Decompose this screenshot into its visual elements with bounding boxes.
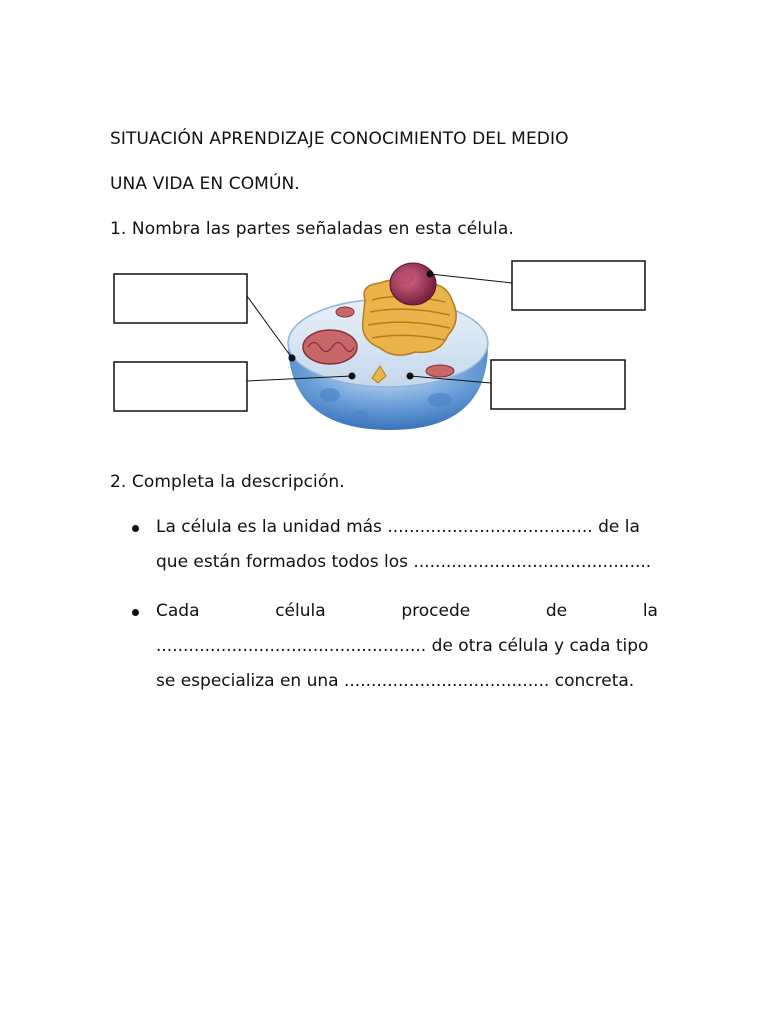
label-box-bottom-right[interactable] xyxy=(491,360,625,409)
bullet-1-line-1: La célula es la unidad más ...................................... de la xyxy=(156,517,640,537)
question-2-text: 2. Completa la descripción. xyxy=(110,472,345,492)
blank-1[interactable]: ...................................... xyxy=(387,517,593,537)
question-1-text: 1. Nombra las partes señaladas en esta célula. xyxy=(110,219,514,239)
blank-3[interactable]: .................................................. xyxy=(156,636,427,656)
page-title: SITUACIÓN APRENDIZAJE CONOCIMIENTO DEL MEDIO xyxy=(110,129,569,149)
bullet-2-line-3: se especializa en una ...................................... concreta. xyxy=(156,671,635,691)
blank-2[interactable]: ........................................... xyxy=(413,552,646,572)
bullet-marker xyxy=(132,525,139,532)
cell-illustration xyxy=(288,263,488,430)
label-box-top-right[interactable] xyxy=(512,261,645,310)
nucleus xyxy=(390,263,436,305)
bullet-marker xyxy=(132,609,139,616)
bullet-2-line-2: .................................................. de otra célula y cada tipo xyxy=(156,636,649,656)
label-box-bottom-left[interactable] xyxy=(114,362,247,411)
bullet-2 xyxy=(132,601,658,701)
bullet-1 xyxy=(132,517,658,587)
cell-figure xyxy=(0,0,768,460)
label-box-top-left[interactable] xyxy=(114,274,247,323)
page-subtitle: UNA VIDA EN COMÚN. xyxy=(110,174,300,194)
bullet-1-line-2: que están formados todos los ............................................ xyxy=(156,552,652,572)
blank-4[interactable]: ...................................... xyxy=(343,671,550,691)
bullet-2-line-1: Cada célula procede de la xyxy=(156,601,658,621)
